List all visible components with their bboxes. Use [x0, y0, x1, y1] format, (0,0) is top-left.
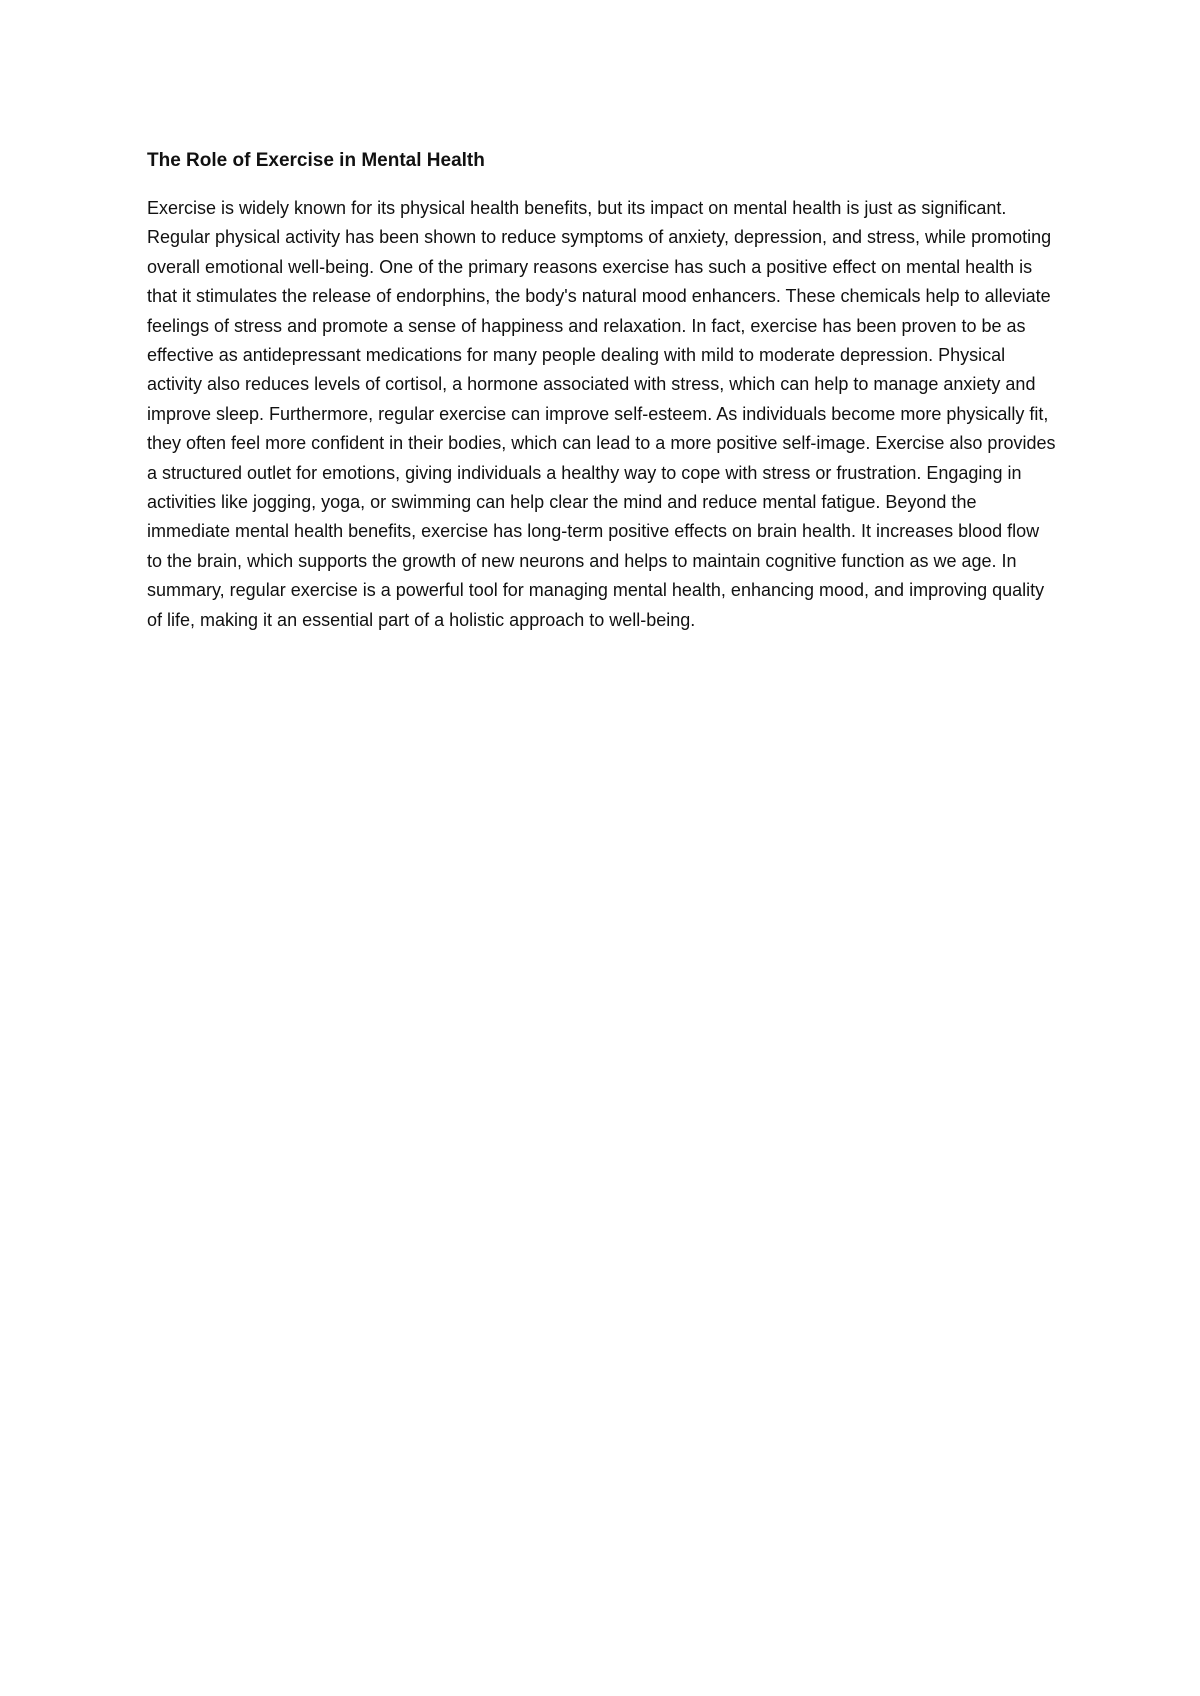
document-content	[147, 146, 1057, 635]
document-title: The Role of Exercise in Mental Health	[147, 150, 485, 171]
document-body-paragraph: Exercise is widely known for its physical health benefits, but its impact on mental health is just as significant. Regular physical activity has been shown to reduce symptoms of anxiety, depression, and stress, while promoting overall emotional well-being. One of the primary reasons exercise has such a positive effect on mental health is that it stimulates the release of endorphins, the body's natural mood enhancers. These chemicals help to alleviate feelings of stress and promote a sense of happiness and relaxation. In fact, exercise has been proven to be as effective as antidepressant medications for many people dealing with mild to moderate depression. Physical activity also reduces levels of cortisol, a hormone associated with stress, which can help to manage anxiety and improve sleep. Furthermore, regular exercise can improve self-esteem. As individuals become more physically fit, they often feel more confident in their bodies, which can lead to a more positive self-image. Exercise also provides a structured outlet for emotions, giving individuals a healthy way to cope with stress or frustration. Engaging in activities like jogging, yoga, or swimming can help clear the mind and reduce mental fatigue. Beyond the immediate mental health benefits, exercise has long-term positive effects on brain health. It increases blood flow to the brain, which supports the growth of new neurons and helps to maintain cognitive function as we age. In summary, regular exercise is a powerful tool for managing mental health, enhancing mood, and improving quality of life, making it an essential part of a holistic approach to well-being.	[147, 198, 1056, 630]
